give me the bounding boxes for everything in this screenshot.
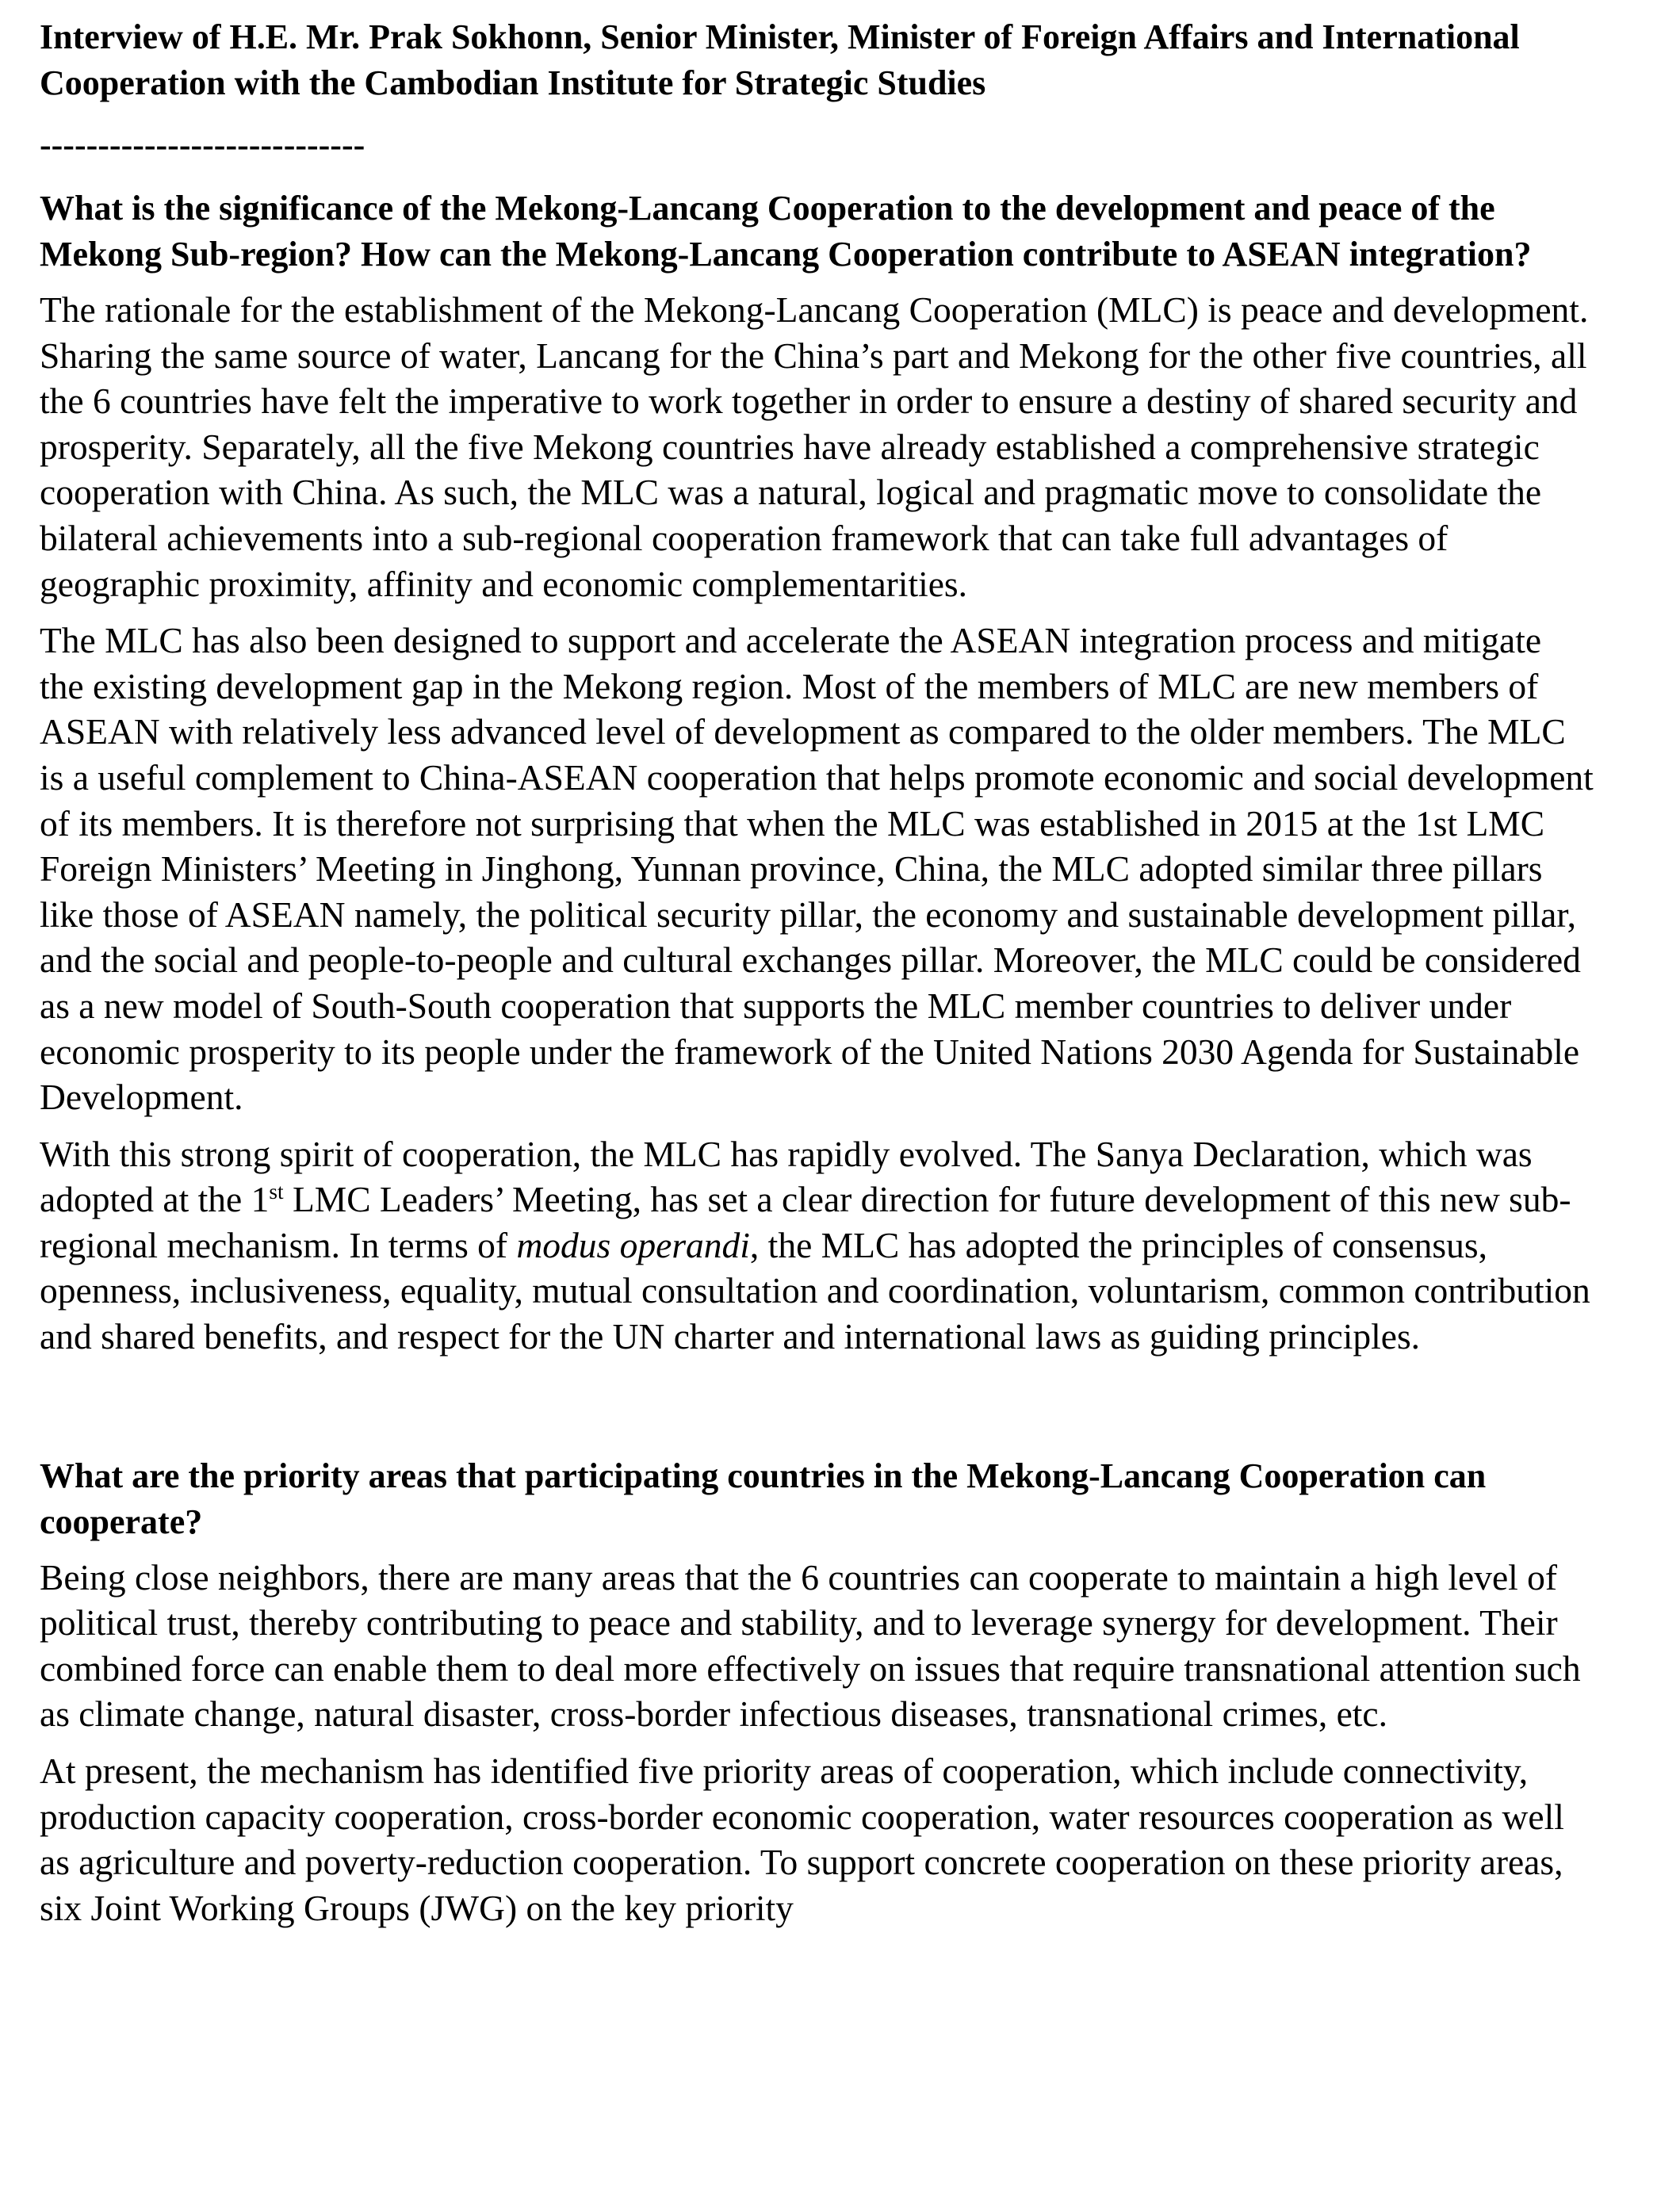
paragraph: Being close neighbors, there are many areas that the 6 countries can cooperate to maintain a high level of political trust, thereby contributing to peace and stability, and to leverage synergy for development. Their combined force can enable them to deal more effectively on issues that require transnational attention such as climate change, natural disaster, cross-border infectious diseases, transnational crimes, etc.	[40, 1556, 1581, 1735]
ordinal-superscript: st	[269, 1180, 284, 1204]
document-title: Interview of H.E. Mr. Prak Sokhonn, Senior Minister, Minister of Foreign Affairs and International Cooperation with the Cambodian Institute for Strategic Studies	[40, 17, 1520, 102]
question-heading: What is the significance of the Mekong-Lancang Cooperation to the development and peace of the Mekong Sub-region? How can the Mekong-Lancang Cooperation contribute to ASEAN integration?	[40, 189, 1532, 274]
section-mlc-significance	[40, 186, 1594, 1360]
paragraph: At present, the mechanism has identified five priority areas of cooperation, which include connectivity, production capacity cooperation, cross-border economic cooperation, water resources cooperation as well as agriculture and poverty-reduction cooperation. To support concrete cooperation on these priority areas, six Joint Working Groups (JWG) on the key priority	[40, 1751, 1564, 1928]
paragraph: The rationale for the establishment of the Mekong-Lancang Cooperation (MLC) is peace and development. Sharing the same source of water, Lancang for the China’s part and Mekong for the other five countries, all the 6 countries have felt the imperative to work together in order to ensure a destiny of shared security and prosperity. Separately, all the five Mekong countries have already established a comprehensive strategic cooperation with China. As such, the MLC was a natural, logical and pragmatic move to consolidate the bilateral achievements into a sub-regional cooperation framework that can take full advantages of geographic proximity, affinity and economic complementarities.	[40, 289, 1589, 604]
paragraph-text: , the MLC has adopted the principles of consensus, openness, inclusiveness, equality, mutual consultation and coordination, voluntarism, common contribution and shared benefits, and respect for the UN charter and international laws as guiding principles.	[40, 1224, 1590, 1357]
paragraph-text: LMC Leaders’ Meeting, has set a clear direction for future development of this new sub-regional mechanism. In terms of	[40, 1179, 1571, 1265]
question-heading: What are the priority areas that participating countries in the Mekong-Lancang Cooperation can cooperate?	[40, 1456, 1487, 1541]
section-priority-areas	[40, 1453, 1594, 1931]
document-body	[40, 14, 1594, 1931]
paragraph-text: The MLC has also been designed to support and accelerate the ASEAN integration process and mitigate the existing development gap in the Mekong region. Most of the members of MLC are new members of ASEAN with relatively less advanced level of development as compared to the older members. The MLC is a useful complement to China-ASEAN cooperation that helps promote economic and social development of its members. It is therefore not surprising that when the MLC was established in 2015 at the 1st LMC Foreign Ministers’ Meeting in Jinghong, Yunnan province, China, the MLC adopted similar three pillars like those of ASEAN namely, the political security pillar, the economy and sustainable development pillar, and the social and people-to-people and cultural exchanges pillar. Moreover, the MLC could be considered as a new model of South-South cooperation that supports the MLC member countries to deliver under economic prosperity to its people under the framework of the United Nations 2030 Agenda for Sustainable Development.	[40, 620, 1594, 1118]
paragraph-text: With this strong spirit of cooperation, the MLC has rapidly evolved. The Sanya Declaration, which was adopted at the 1	[40, 1133, 1533, 1220]
paragraph	[40, 618, 1594, 1120]
title-divider: ----------------------------	[40, 125, 365, 164]
italic-term: modus operandi	[516, 1224, 750, 1265]
paragraph	[40, 1131, 1594, 1360]
